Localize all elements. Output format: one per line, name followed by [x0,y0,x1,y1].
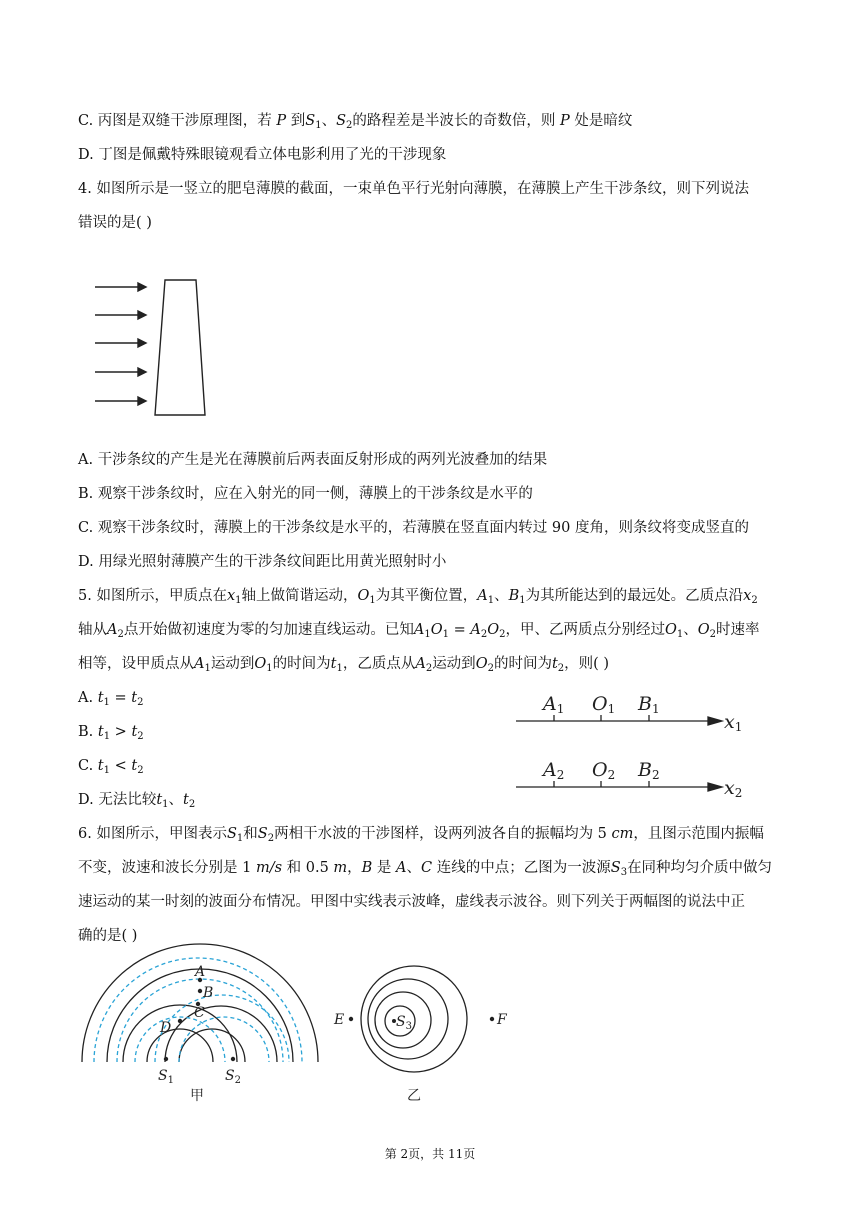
q4-option-d: D. 用绿光照射薄膜产生的干涉条纹间距比用黄光照射时小 [78,554,447,570]
svg-text:甲: 甲 [190,1088,204,1104]
svg-text:O1: O1 [592,693,616,716]
q4-option-a: A. 干涉条纹的产生是光在薄膜前后两表面反射形成的两列光波叠加的结果 [78,452,548,468]
svg-text:O2: O2 [592,759,616,782]
q5-option-d: D. 无法比较$t_1$、$t_2$ [78,792,196,810]
svg-text:F: F [497,1012,507,1028]
page-footer: 第 2页，共 11页 [384,1147,476,1161]
q6-stem-line1: 6. 如图所示，甲图表示$S_1$和$S_2$两相干水波的干涉图样，设两列波各自的振幅均为 5 cm，且图示范围内振幅 [78,826,764,844]
svg-text:A1: A1 [543,693,565,716]
q5-stem-line2: 轴从$A_2$点开始做初速度为零的匀加速直线运动。已知$A_1O_1 = A_2O_2$，甲、乙两质点分别经过$O_1$、$O_2$时速率 [78,622,760,640]
svg-text:S3: $S_3$ [396,1014,412,1032]
svg-text:S2: $S_2$ [225,1068,241,1086]
q5-axes-figure [510,688,780,808]
q5-stem-line3: 相等，设甲质点从$A_1$运动到$O_1$的时间为$t_1$，乙质点从$A_2$运动到$O_2$的时间为$t_2$，则( ) [78,656,610,674]
q4-option-b: B. 观察干涉条纹时，应在入射光的同一侧，薄膜上的干涉条纹是水平的 [78,486,533,502]
svg-text:B: B [203,985,214,1001]
svg-text:D: D [160,1020,172,1036]
svg-text:A2: A2 [543,759,565,782]
q4-option-c: C. 观察干涉条纹时，薄膜上的干涉条纹是水平的，若薄膜在竖直面内转过 90 度角，则条纹将变成竖直的 [78,520,749,536]
svg-text:x1: x1 [724,711,743,734]
svg-text:B2: B2 [638,759,660,782]
svg-text:A: A [195,964,206,980]
svg-text:S1: $S_1$ [158,1068,174,1086]
q4-stem-line1: 4. 如图所示是一竖立的肥皂薄膜的截面，一束单色平行光射向薄膜，在薄膜上产生干涉条纹，则下列说法 [78,181,749,197]
svg-text:C: C [194,1005,205,1021]
q6-stem-line2: 不变，波速和波长分别是 1 m/s 和 0.5 m，B 是 A、C 连线的中点；乙图为一波源$S_3$在同种均匀介质中做匀 [78,860,773,878]
svg-text:E: E [334,1012,345,1028]
soap-film-cross-section [155,280,205,415]
q6-stem-line3: 速运动的某一时刻的波面分布情况。甲图中实线表示波峰，虚线表示波谷。则下列关于两幅图的说法中正 [78,894,745,910]
svg-text:x2: x2 [724,777,743,800]
moving-source-figure [328,962,518,1112]
interference-figure [78,962,328,1112]
q5-option-b: B. $t_1 > t_2$ [78,724,144,742]
q4-stem-line2: 错误的是( ) [78,215,152,231]
q3-option-d: D. 丁图是佩戴特殊眼镜观看立体电影利用了光的干涉现象 [78,147,447,163]
svg-text:乙: 乙 [407,1088,421,1104]
q5-option-a: A. $t_1 = t_2$ [78,690,144,708]
svg-text:B1: B1 [638,693,660,716]
soap-film-figure [90,272,220,422]
incident-light-arrows [95,283,146,405]
q5-stem-line1: 5. 如图所示，甲质点在$x_1$轴上做简谐运动，$O_1$为其平衡位置，$A_1$、$B_1$为其所能达到的最远处。乙质点沿$x_2$ [78,588,758,606]
q3-option-c: C. 丙图是双缝干涉原理图，若 P 到$S_1$、$S_2$的路程差是半波长的奇数倍，则 P 处是暗纹 [78,113,633,131]
q5-option-c: C. $t_1 < t_2$ [78,758,144,776]
q6-stem-line4: 确的是( ) [78,928,138,944]
